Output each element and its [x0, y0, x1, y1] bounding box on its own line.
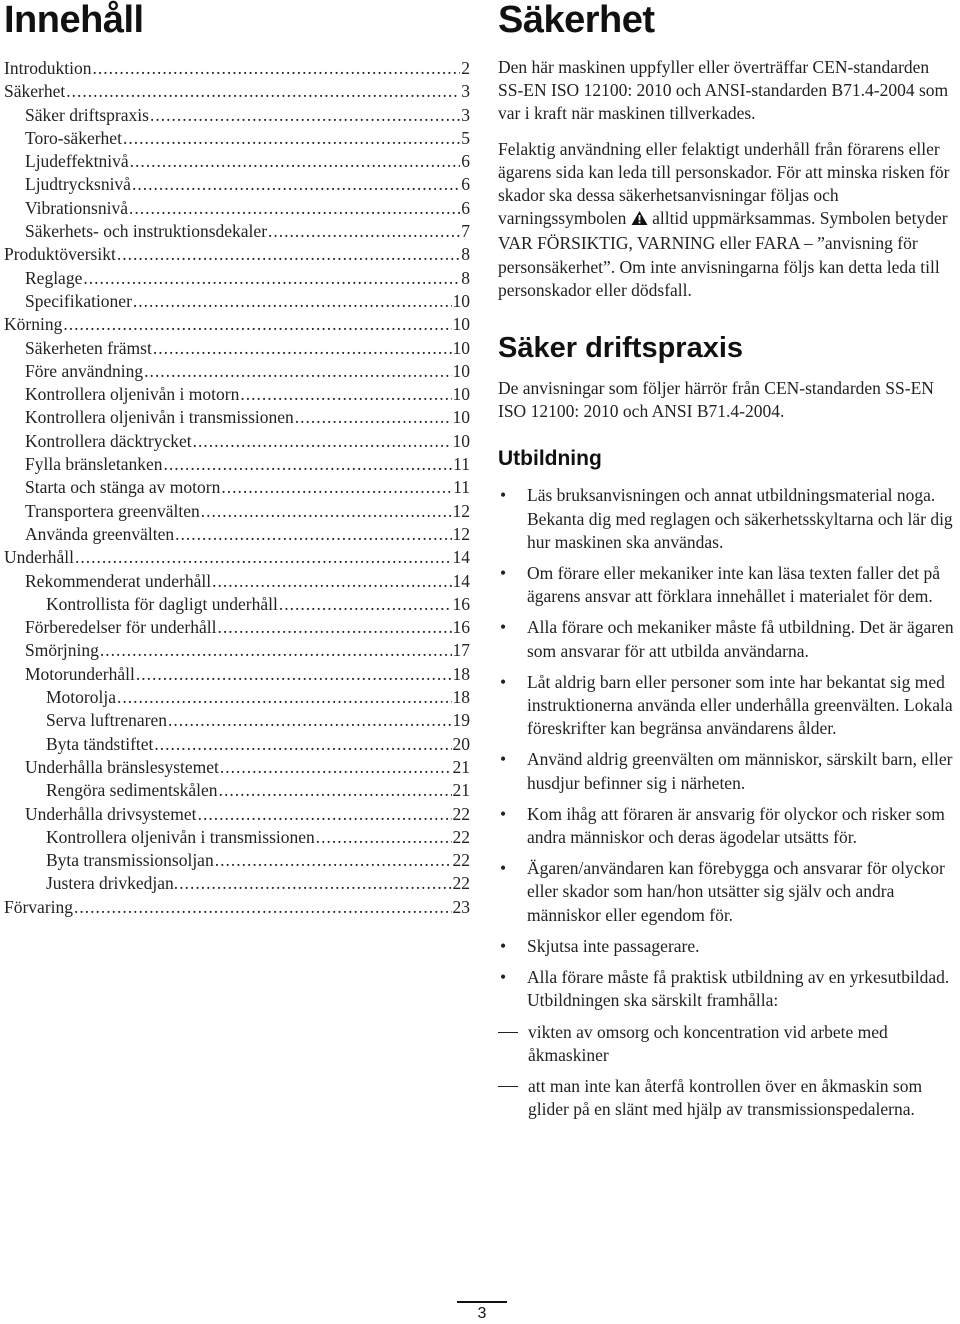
toc-entry-title: Säker driftspraxis: [25, 104, 149, 125]
toc-entry[interactable]: [4, 664, 470, 687]
toc-entry-title: Kontrollera däcktrycket: [25, 430, 192, 451]
bullet-icon: •: [500, 485, 507, 506]
toc-entry-title: Introduktion: [4, 58, 92, 78]
toc-entry-title: Kontrollera oljenivån i transmissionen: [25, 407, 294, 428]
toc-entry[interactable]: [4, 431, 470, 454]
toc-entry[interactable]: [4, 780, 470, 803]
toc-entry-title: Byta tändstiftet: [46, 733, 154, 754]
toc-leader-dots: [74, 897, 451, 918]
toc-entry-page: 10: [452, 407, 470, 428]
toc-entry-page: 18: [452, 663, 470, 684]
toc-leader-dots: [168, 710, 452, 731]
toc-entry[interactable]: [4, 151, 470, 174]
toc-entry-page: 11: [453, 454, 470, 475]
toc-entry[interactable]: [4, 361, 470, 384]
toc-entry-title: Förberedelser för underhåll: [25, 617, 217, 638]
toc-entry-page: 8: [461, 267, 470, 288]
toc-entry-title: Serva luftrenaren: [46, 710, 167, 731]
toc-entry[interactable]: [4, 81, 470, 104]
toc-entry[interactable]: [4, 291, 470, 314]
toc-leader-dots: [123, 128, 460, 149]
warning-triangle-icon: [631, 209, 648, 232]
toc-leader-dots: [175, 524, 451, 545]
toc-entry[interactable]: [4, 687, 470, 710]
list-item: [498, 803, 958, 849]
toc-leader-dots: [63, 314, 451, 335]
toc-entry-page: 14: [452, 570, 470, 591]
toc-entry[interactable]: [4, 804, 470, 827]
toc-entry-title: Före användning: [25, 360, 144, 381]
toc-entry[interactable]: [4, 58, 470, 81]
bullet-icon: •: [500, 671, 507, 692]
toc-entry[interactable]: [4, 757, 470, 780]
toc-leader-dots: [136, 664, 452, 685]
toc-entry[interactable]: [4, 710, 470, 733]
toc-leader-dots: [212, 571, 451, 592]
toc-entry-title: Kontrollera oljenivån i motorn: [25, 384, 240, 405]
toc-entry-page: 19: [452, 710, 470, 731]
bullet-icon: •: [500, 563, 507, 584]
toc-entry-page: 17: [452, 640, 470, 661]
toc-entry[interactable]: [4, 454, 470, 477]
toc-leader-dots: [217, 617, 451, 638]
practice-intro: De anvisningar som följer härrör från CEN-standarden SS-EN ISO 12100: 2010 och ANSI B71.4-2004.: [498, 378, 934, 422]
toc-entry-title: Produktöversikt: [4, 244, 116, 265]
dash-icon: [498, 1032, 518, 1034]
toc-entry-title: Byta transmissionsoljan: [46, 850, 214, 871]
sub-list-item-text: att man inte kan återfå kontrollen över en åkmaskin som glider på en slänt med hjälp av transmissionspedalerna.: [528, 1075, 923, 1120]
toc-leader-dots: [295, 407, 452, 428]
toc-entry-page: 18: [452, 687, 470, 708]
toc-entry-title: Starta och stänga av motorn: [25, 477, 221, 498]
toc-entry[interactable]: [4, 501, 470, 524]
toc-entry[interactable]: [4, 314, 470, 337]
toc-leader-dots: [117, 244, 460, 265]
toc-entry-title: Fylla bränsletanken: [25, 454, 163, 475]
toc-leader-dots: [316, 827, 452, 848]
training-bullet-list: [498, 484, 958, 1012]
toc-entry-title: Ljudtrycksnivå: [25, 174, 131, 195]
toc-entry[interactable]: [4, 571, 470, 594]
dash-icon: [498, 1086, 518, 1088]
table-of-contents: [4, 0, 470, 920]
toc-list: [4, 58, 470, 920]
toc-entry-page: 10: [452, 360, 470, 381]
bullet-icon: •: [500, 967, 507, 988]
safety-warning-paragraph: [498, 138, 958, 302]
toc-entry-title: Säkerheten främst: [25, 337, 152, 358]
toc-leader-dots: [154, 734, 451, 755]
list-item: [498, 616, 958, 662]
toc-entry-title: Underhålla bränslesystemet: [25, 756, 219, 777]
toc-entry[interactable]: [4, 407, 470, 430]
list-item-text: Kom ihåg att föraren är ansvarig för olyckor och risker som andra människor och deras ägodelar utsätts för.: [527, 803, 945, 848]
toc-entry[interactable]: [4, 873, 470, 896]
toc-entry[interactable]: [4, 640, 470, 663]
toc-leader-dots: [179, 873, 451, 894]
training-title: Utbildning: [498, 447, 602, 471]
toc-entry-page: 8: [461, 244, 470, 265]
toc-entry-page: 10: [452, 384, 470, 405]
toc-leader-dots: [220, 757, 452, 778]
toc-leader-dots: [279, 594, 452, 615]
bullet-icon: •: [500, 617, 507, 638]
toc-entry[interactable]: [4, 384, 470, 407]
toc-entry[interactable]: [4, 105, 470, 128]
list-item-text: Ägaren/användaren kan förebygga och ansvarar för olyckor eller skador som han/hon utsätter sig själv och andra människor eller egendom för.: [527, 858, 945, 925]
footer-rule: [457, 1301, 507, 1303]
toc-entry-page: 21: [452, 756, 470, 777]
toc-entry-title: Rengöra sedimentskålen: [46, 780, 218, 801]
toc-entry-title: Underhåll: [4, 547, 74, 568]
toc-title: Innehåll: [4, 0, 144, 41]
toc-entry[interactable]: [4, 174, 470, 197]
bullet-icon: •: [500, 858, 507, 879]
list-item-text: Alla förare måste få praktisk utbildning av en yrkesutbildad. Utbildningen ska särskilt framhålla:: [527, 967, 950, 1011]
toc-entry[interactable]: [4, 547, 470, 570]
toc-entry[interactable]: [4, 477, 470, 500]
toc-entry-title: Vibrationsnivå: [25, 197, 128, 218]
toc-entry-title: Ljudeffektnivå: [25, 151, 129, 172]
toc-entry-title: Kontrollista för dagligt underhåll: [46, 593, 278, 614]
toc-entry-title: Säkerhet: [4, 81, 66, 102]
toc-entry-page: 23: [452, 896, 470, 917]
toc-entry-title: Säkerhets- och instruktionsdekaler: [25, 221, 268, 242]
toc-leader-dots: [75, 547, 452, 568]
toc-entry-page: 22: [452, 850, 470, 871]
toc-entry-page: 7: [461, 221, 470, 242]
toc-entry[interactable]: [4, 268, 470, 291]
toc-entry-title: Kontrollera oljenivån i transmissionen: [46, 826, 315, 847]
bullet-icon: •: [500, 803, 507, 824]
toc-entry[interactable]: [4, 244, 470, 267]
toc-entry-page: 10: [452, 314, 470, 335]
toc-entry-title: Justera drivkedjan.: [46, 873, 179, 894]
toc-entry-title: Specifikationer: [25, 290, 132, 311]
toc-entry-title: Smörjning: [25, 640, 99, 661]
safety-para-part1: Felaktig användning eller felaktigt underhåll från förarens eller ägarens sida kan leda till personskador. För att minska risken för skador ska dessa säkerhetsanvisningar följas och varningssymbolen: [498, 138, 950, 229]
toc-entry[interactable]: [4, 897, 470, 920]
toc-leader-dots: [193, 431, 452, 452]
toc-leader-dots: [83, 268, 460, 289]
toc-entry-page: 22: [452, 873, 470, 894]
list-item: [498, 484, 958, 554]
toc-entry-title: Toro-säkerhet: [25, 127, 122, 148]
list-item-text: Alla förare och mekaniker måste få utbildning. Det är ägaren som ansvarar för att utbilda användarna.: [527, 617, 954, 661]
toc-entry-title: Rekommenderat underhåll: [25, 570, 212, 591]
toc-entry-page: 20: [452, 733, 470, 754]
toc-entry-page: 3: [461, 104, 470, 125]
toc-leader-dots: [215, 850, 452, 871]
page-number: 3: [477, 1305, 487, 1322]
toc-leader-dots: [66, 81, 460, 102]
toc-entry[interactable]: [4, 594, 470, 617]
toc-entry[interactable]: [4, 850, 470, 873]
toc-entry-page: 6: [461, 197, 470, 218]
list-item: [498, 671, 958, 741]
toc-entry[interactable]: [4, 827, 470, 850]
toc-entry-title: Reglage: [25, 267, 83, 288]
toc-entry-page: 12: [452, 523, 470, 544]
toc-leader-dots: [144, 361, 451, 382]
toc-entry-page: 10: [452, 430, 470, 451]
toc-entry-page: 5: [461, 127, 470, 148]
toc-entry-page: 6: [461, 151, 470, 172]
bullet-icon: •: [500, 749, 507, 770]
toc-entry[interactable]: [4, 128, 470, 151]
toc-leader-dots: [133, 291, 452, 312]
toc-leader-dots: [117, 687, 452, 708]
list-item-text: Läs bruksanvisningen och annat utbildningsmaterial noga. Bekanta dig med reglagen och säkerhetsskyltarna och lär dig hur maskinen ska användas.: [527, 485, 953, 552]
bullet-icon: •: [500, 935, 507, 956]
toc-leader-dots: [93, 58, 461, 79]
list-item: [498, 562, 958, 608]
toc-entry[interactable]: [4, 198, 470, 221]
practice-title: Säker driftspraxis: [498, 332, 744, 365]
safety-intro: Den här maskinen uppfyller eller överträffar CEN-standarden SS-EN ISO 12100: 2010 och ANSI-standarden B71.4-2004 som var i kraft när maskinen tillverkades.: [498, 57, 949, 124]
toc-entry-page: 3: [461, 81, 470, 102]
list-item: [498, 748, 958, 794]
toc-leader-dots: [129, 198, 460, 219]
toc-entry-page: 22: [452, 826, 470, 847]
toc-leader-dots: [132, 174, 460, 195]
toc-leader-dots: [130, 151, 461, 172]
toc-entry[interactable]: [4, 221, 470, 244]
toc-entry[interactable]: [4, 338, 470, 361]
list-item-text: Om förare eller mekaniker inte kan läsa texten faller det på ägarens ansvar att förklara innehållet i materialet för dem.: [527, 563, 940, 607]
list-item-text: Skjutsa inte passagerare.: [527, 935, 700, 956]
safety-para-part2: alltid uppmärksammas. Symbolen betyder VAR FÖRSIKTIG, VARNING eller FARA – ”anvisning för personsäkerhet”. Om inte anvisningarna följs kan detta leda till personskador eller dödsfall.: [498, 208, 948, 300]
toc-entry-page: 2: [461, 58, 470, 78]
list-item-text: Använd aldrig greenvälten om människor, särskilt barn, eller husdjur befinner sig i närheten.: [527, 749, 953, 793]
toc-entry[interactable]: [4, 734, 470, 757]
toc-entry-title: Motorunderhåll: [25, 663, 135, 684]
training-sub-list: [498, 1021, 958, 1122]
list-item: [498, 935, 958, 958]
toc-leader-dots: [164, 454, 453, 475]
toc-entry-page: 16: [452, 593, 470, 614]
toc-entry-page: 10: [452, 337, 470, 358]
toc-leader-dots: [153, 338, 452, 359]
toc-entry-title: Transportera greenvälten: [25, 500, 200, 521]
toc-entry-title: Motorolja: [46, 687, 116, 708]
safety-title: Säkerhet: [498, 0, 655, 41]
toc-entry-page: 12: [452, 500, 470, 521]
toc-leader-dots: [201, 501, 452, 522]
toc-entry-title: Underhålla drivsystemet: [25, 803, 197, 824]
safety-column: [498, 0, 958, 1129]
toc-leader-dots: [221, 477, 452, 498]
sub-list-item: [498, 1021, 958, 1067]
toc-entry[interactable]: [4, 617, 470, 640]
sub-list-item: [498, 1075, 958, 1121]
toc-leader-dots: [198, 804, 452, 825]
toc-entry-page: 22: [452, 803, 470, 824]
toc-leader-dots: [150, 105, 460, 126]
toc-leader-dots: [100, 640, 452, 661]
toc-entry[interactable]: [4, 524, 470, 547]
toc-leader-dots: [240, 384, 451, 405]
sub-list-item-text: vikten av omsorg och koncentration vid arbete med åkmaskiner: [528, 1021, 888, 1065]
toc-leader-dots: [268, 221, 460, 242]
toc-entry-title: Använda greenvälten: [25, 523, 175, 544]
toc-leader-dots: [219, 780, 452, 801]
toc-entry-title: Förvaring: [4, 896, 74, 917]
toc-entry-page: 10: [452, 290, 470, 311]
list-item: [498, 966, 958, 1012]
toc-entry-page: 21: [452, 780, 470, 801]
list-item: [498, 857, 958, 927]
toc-entry-page: 16: [452, 617, 470, 638]
toc-entry-title: Körning: [4, 314, 63, 335]
toc-entry-page: 11: [453, 477, 470, 498]
list-item-text: Låt aldrig barn eller personer som inte har bekantat sig med instruktionerna använda eller underhålla greenvälten. Lokala föreskrifter kan begränsa användarens ålder.: [527, 671, 953, 739]
toc-entry-page: 6: [461, 174, 470, 195]
toc-entry-page: 14: [452, 547, 470, 568]
